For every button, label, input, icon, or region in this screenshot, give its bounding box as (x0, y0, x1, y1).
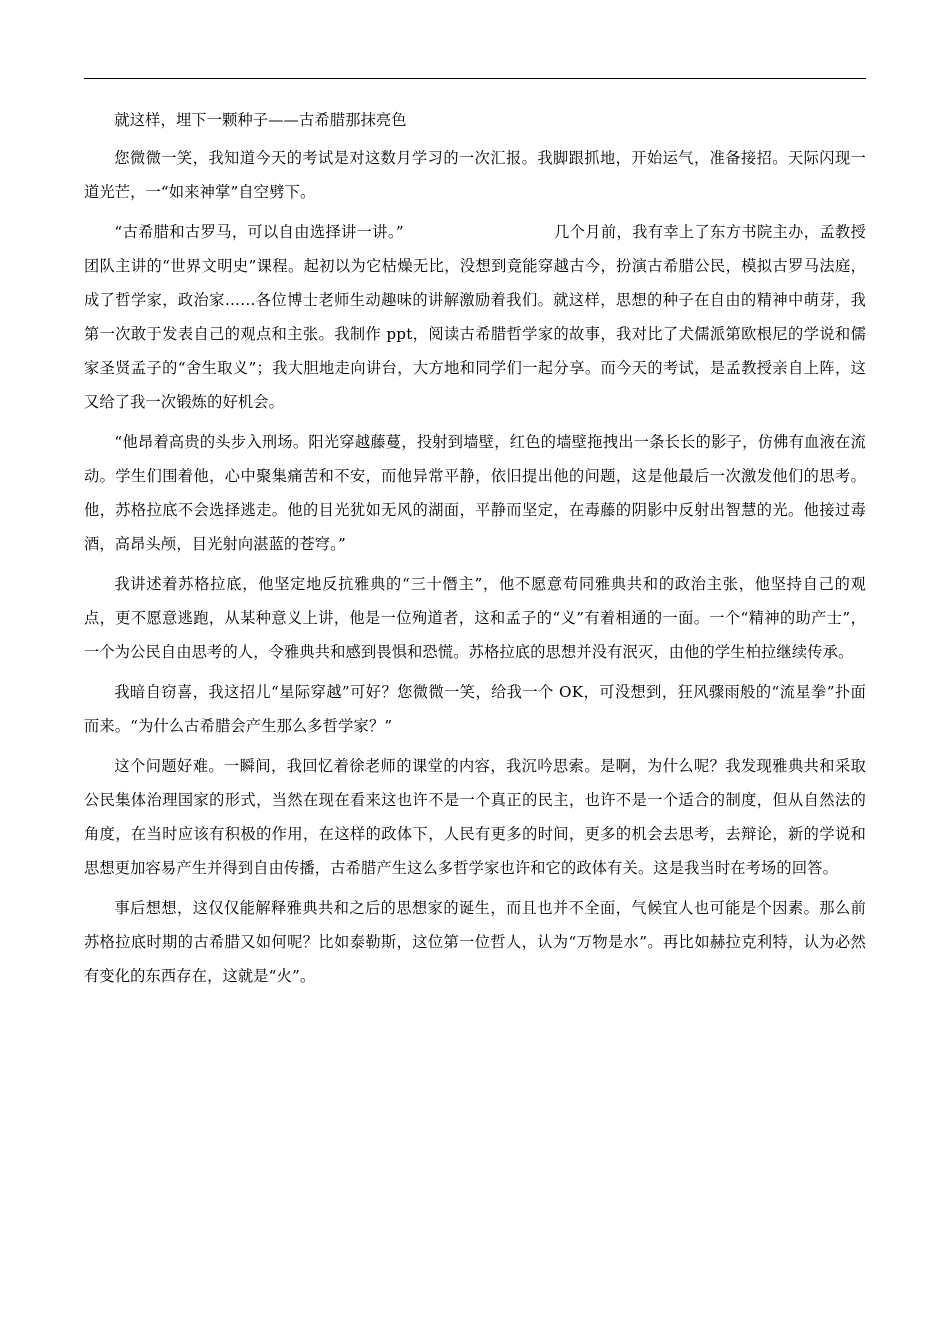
paragraph-star-crossing: 我暗自窃喜，我这招儿“星际穿越”可好？您微微一笑，给我一个 OK，可没想到，狂风骤雨般的“流星拳”扑面而来。“为什么古希腊会产生那么多哲学家？” (84, 683, 866, 735)
paragraph-socrates-analysis: 我讲述着苏格拉底，他坚定地反抗雅典的“三十僭主”，他不愿意苟同雅典共和的政治主张，他坚持自己的观点，更不愿意逃跑，从某种意义上讲，他是一位殉道者，这和孟子的“义”有着相通的一面。一个“精神的助产士”，一个为公民自由思考的人，令雅典共和感到畏惧和恐慌。苏格拉底的思想并没有泯灭，由他的学生柏拉继续传承。 (84, 575, 866, 661)
paragraph-question-answer: 这个问题好难。一瞬间，我回忆着徐老师的课堂的内容，我沉吟思索。是啊，为什么呢？我发现雅典共和采取公民集体治理国家的形式，当然在现在看来这也许不是一个真正的民主，也许不是一个适合的制度，但从自然法的角度，在当时应该有积极的作用，在这样的政体下，人民有更多的时间，更多的机会去思考，去辩论，新的学说和思想更加容易产生并得到自由传播，古希腊产生这么多哲学家也许和它的政体有关。这是我当时在考场的回答。 (84, 757, 866, 877)
document-body (84, 103, 866, 993)
course-narrative: 几个月前，我有幸上了东方书院主办，孟教授团队主讲的“世界文明史”课程。起初以为它枯燥无比，没想到竟能穿越古今，扮演古希腊公民，模拟古罗马法庭，成了哲学家，政治家……各位博士老师生动趣味的讲解激励着我们。就这样，思想的种子在自由的精神中萌芽，我第一次敢于发表自己的观点和主张。我制作 ppt，阅读古希腊哲学家的故事，我对比了犬儒派第欧根尼的学说和儒家圣贤孟子的“舍生取义”；我大胆地走向讲台，大方地和同学们一起分享。而今天的考试，是孟教授亲自上阵，这又给了我一次锻炼的好机会。 (84, 223, 866, 411)
paragraph-opening: 您微微一笑，我知道今天的考试是对这数月学习的一次汇报。我脚跟抓地，开始运气，准备接招。天际闪现一道光芒，一“如来神掌”自空劈下。 (84, 149, 866, 201)
paragraph-course-intro (84, 215, 866, 419)
quoted-prompt: “古希腊和古罗马，可以自由选择讲一讲。” (114, 223, 404, 241)
paragraph-socrates-scene: “他昂着高贵的头步入刑场。阳光穿越藤蔓，投射到墙壁，红色的墙壁拖拽出一条长长的影子，仿佛有血液在流动。学生们围着他，心中聚集痛苦和不安，而他异常平静，依旧提出他的问题，这是他最后一次激发他们的思考。他，苏格拉底不会选择逃走。他的目光犹如无风的湖面，平静而坚定，在毒藤的阴影中反射出智慧的光。他接过毒酒，高昂头颅，目光射向湛蓝的苍穹。” (84, 433, 866, 553)
paragraph-title-line: 就这样，埋下一颗种子——古希腊那抹亮色 (114, 111, 407, 129)
header-divider (84, 78, 866, 79)
paragraph-afterthought: 事后想想，这仅仅能解释雅典共和之后的思想家的诞生，而且也并不全面，气候宜人也可能是个因素。那么前苏格拉底时期的古希腊又如何呢？比如泰勒斯，这位第一位哲人，认为“万物是水”。再比如赫拉克利特，认为必然有变化的东西存在，这就是“火”。 (84, 899, 866, 985)
